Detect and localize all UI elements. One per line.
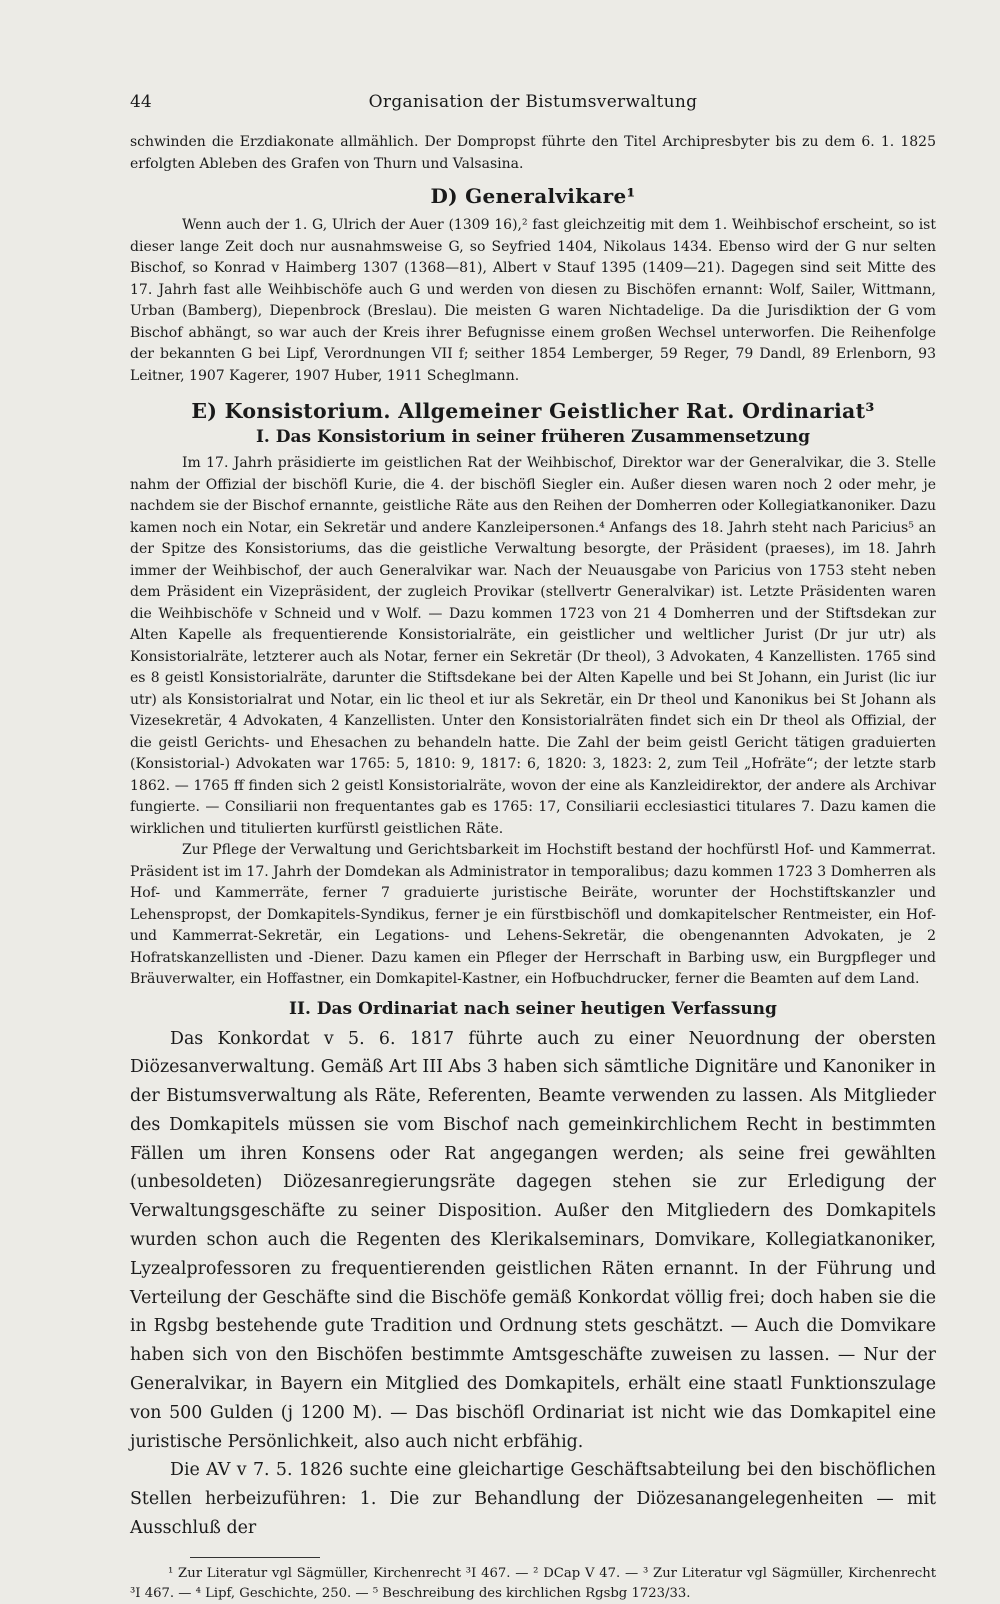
running-title: Organisation der Bistumsverwaltung <box>368 92 698 112</box>
page-number: 44 <box>130 92 152 112</box>
footnote-divider <box>190 1557 320 1558</box>
section-d-heading: D) Generalvikare¹ <box>430 184 636 208</box>
running-header <box>130 92 936 116</box>
section-e-sub1-paragraph-2: Zur Pflege der Verwaltung und Gerichtsbarkeit im Hochstift bestand der hochfürstl Hof- und Kammerrat. Präsident ist im 17. Jahrh der Domdekan als Administrator in temporalibus; dazu kommen 1723 3 Domherren als Hof- und Kammerräte, ferner 7 graduierte juristische Beiräte, worunter der Hochstiftskanzler und Lehenspropst, der Domkapitels-Syndikus, ferner je ein fürstbischöfl und domkapitelscher Rentmeister, ein Hof- und Kammerrat-Sekretär, ein Legations- und Lehens-Sekretär, die obengenannten Advokaten, je 2 Hofratskanzellisten und -Diener. Dazu kamen ein Pfleger der Herrschaft in Barbing usw, ein Burgpfleger und Bräuverwalter, ein Hoffastner, ein Domkapitel-Kastner, ein Hofbuchdrucker, ferner die Beamten auf dem Land. <box>130 842 936 987</box>
section-e-heading: E) Konsistorium. Allgemeiner Geistlicher Rat. Ordinariat³ <box>191 399 875 423</box>
section-e-sub2-heading: II. Das Ordinariat nach seiner heutigen Verfassung <box>289 998 777 1019</box>
footnote-text: ¹ Zur Literatur vgl Sägmüller, Kirchenrecht ³I 467. — ² DCap V 47. — ³ Zur Literatur vgl Sägmüller, Kirchenrecht ³I 467. — ⁴ Lipf, Geschichte, 250. — ⁵ Beschreibung des kirchlichen Rgsbg 1723/33. <box>130 1565 936 1601</box>
section-d-paragraph: Wenn auch der 1. G, Ulrich der Auer (1309 16),² fast gleichzeitig mit dem 1. Weihbischof erscheint, so ist dieser lange Zeit doch nur ausnahmsweise G, so Seyfried 1404, Nikolaus 1434. Ebenso wird der G nur selten Bischof, so Konrad v Haimberg 1307 (1368—81), Albert v Stauf 1395 (1409—21). Dagegen sind seit Mitte des 17. Jahrh fast alle Weihbischöfe auch G und werden von diesen zu Bischöfen ernannt: Wolf, Sailer, Wittmann, Urban (Bamberg), Diepenbrock (Breslau). Die meisten G waren Nichtadelige. Da die Jurisdiktion der G vom Bischof abhängt, so war auch der Kreis ihrer Befugnisse einem großen Wechsel unterworfen. Die Reihenfolge der bekannten G bei Lipf, Verordnungen VII f; seither 1854 Lemberger, 59 Reger, 79 Dandl, 89 Erlenborn, 93 Leitner, 1907 Kagerer, 1907 Huber, 1911 Scheglmann. <box>130 217 936 384</box>
intro-block <box>130 132 936 175</box>
section-e-sub1-paragraph-1: Im 17. Jahrh präsidierte im geistlichen Rat der Weihbischof, Direktor war der Generalvikar, die 3. Stelle nahm der Offizial der bischöfl Kurie, die 4. der bischöfl Siegler ein. Außer diesen waren noch 2 oder mehr, je nachdem sie der Bischof ernannte, geistliche Räte aus den Reihen der Domherren oder Kollegiatkanoniker. Dazu kamen noch ein Notar, ein Sekretär und andere Kanzleipersonen.⁴ Anfangs des 18. Jahrh steht nach Paricius⁵ an der Spitze des Konsistoriums, das die geistliche Verwaltung besorgte, der Präsident (praeses), im 18. Jahrh immer der Weihbischof, der auch Generalvikar war. Nach der Neuausgabe von Paricius von 1753 steht neben dem Präsident ein Vizepräsident, der zugleich Provikar (stellvertr Generalvikar) ist. Letzte Präsidenten waren die Weihbischöfe v Schneid und v Wolf. — Dazu kommen 1723 von 21 4 Domherren und der Stiftsdekan zur Alten Kapelle als frequentierende Konsistorialräte, ein geistlicher und weltlicher Jurist (Dr jur utr) als Konsistorialräte, letzterer auch als Notar, ferner ein Sekretär (Dr theol), 3 Advokaten, 4 Kanzellisten. 1765 sind es 8 geistl Konsistorialräte, darunter die Stiftsdekane bei der Alten Kapelle und bei St Johann, ein Jurist (lic iur utr) als Konsistorialrat und Notar, ein lic theol et iur als Sekretär, ein Dr theol und Kanonikus bei St Johann als Vizesekretär, 4 Advokaten, 4 Kanzellisten. Unter den Konsistorialräten findet sich ein Dr theol als Offizial, der die geistl Gerichts- und Ehesachen zu behandeln hatte. Die Zahl der beim geistl Gericht tätigen graduierten (Konsistorial-) Advokaten war 1765: 5, 1810: 9, 1817: 6, 1820: 3, 1823: 2, zum Teil „Hofräte“; der letzte starb 1862. — 1765 ff finden sich 2 geistl Konsistorialräte, wovon der eine als Kanzleidirektor, der andere als Archivar fungierte. — Consiliarii non frequentantes gab es 1765: 17, Consiliarii ecclesiastici titulares 7. Dazu kamen die wirklichen und titulierten kurfürstl geistlichen Räte. <box>130 455 936 837</box>
section-d-body <box>130 215 936 387</box>
section-e-sub1-heading: I. Das Konsistorium in seiner früheren Zusammensetzung <box>255 427 811 447</box>
section-e-sub2-paragraph-2: Die AV v 7. 5. 1826 suchte eine gleichartige Geschäftsabteilung bei den bischöflichen Stellen herbeizuführen: 1. Die zur Behandlung der Diözesanangelegenheiten — mit Ausschluß der <box>130 1460 936 1539</box>
section-e-sub2-paragraph-1: Das Konkordat v 5. 6. 1817 führte auch zu einer Neuordnung der obersten Diözesanverwaltung. Gemäß Art III Abs 3 haben sich sämtliche Dignitäre und Kanoniker in der Bistumsverwaltung als Räte, Referenten, Beamte verwenden zu lassen. Als Mitglieder des Domkapitels müssen sie vom Bischof nach gemeinkirchlichem Recht in bestimmten Fällen um ihren Konsens oder Rat angegangen werden; als seine frei gewählten (unbesoldeten) Diözesanregierungsräte dagegen stehen sie zur Erledigung der Verwaltungsgeschäfte zu seiner Disposition. Außer den Mitgliedern des Domkapitels wurden schon auch die Regenten des Klerikalseminars, Domvikare, Kollegiatkanoniker, Lyzealprofessoren zu frequentierenden geistlichen Räten ernannt. In der Führung und Verteilung der Geschäfte sind die Bischöfe gemäß Konkordat völlig frei; doch haben sie die in Rgsbg bestehende gute Tradition und Ordnung stets geschätzt. — Auch die Domvikare haben sich von den Bischöfen bestimmte Amtsgeschäfte zuweisen zu lassen. — Nur der Generalvikar, in Bayern ein Mitglied des Domkapitels, erhält eine staatl Funktionszulage von 500 Gulden (j 1200 M). — Das bischöfl Ordinariat ist nicht wie das Domkapitel eine juristische Persönlichkeit, also auch nicht erbfähig. <box>130 1028 936 1452</box>
intro-paragraph: schwinden die Erzdiakonate allmählich. Der Dompropst führte den Titel Archipresbyter bis zu dem 6. 1. 1825 erfolgten Ableben des Grafen von Thurn und Valsasina. <box>130 134 936 172</box>
section-e-sub1-body <box>130 453 936 991</box>
page-body <box>130 132 936 1604</box>
footnotes <box>130 1564 936 1604</box>
section-e-sub2-body <box>130 1025 936 1543</box>
